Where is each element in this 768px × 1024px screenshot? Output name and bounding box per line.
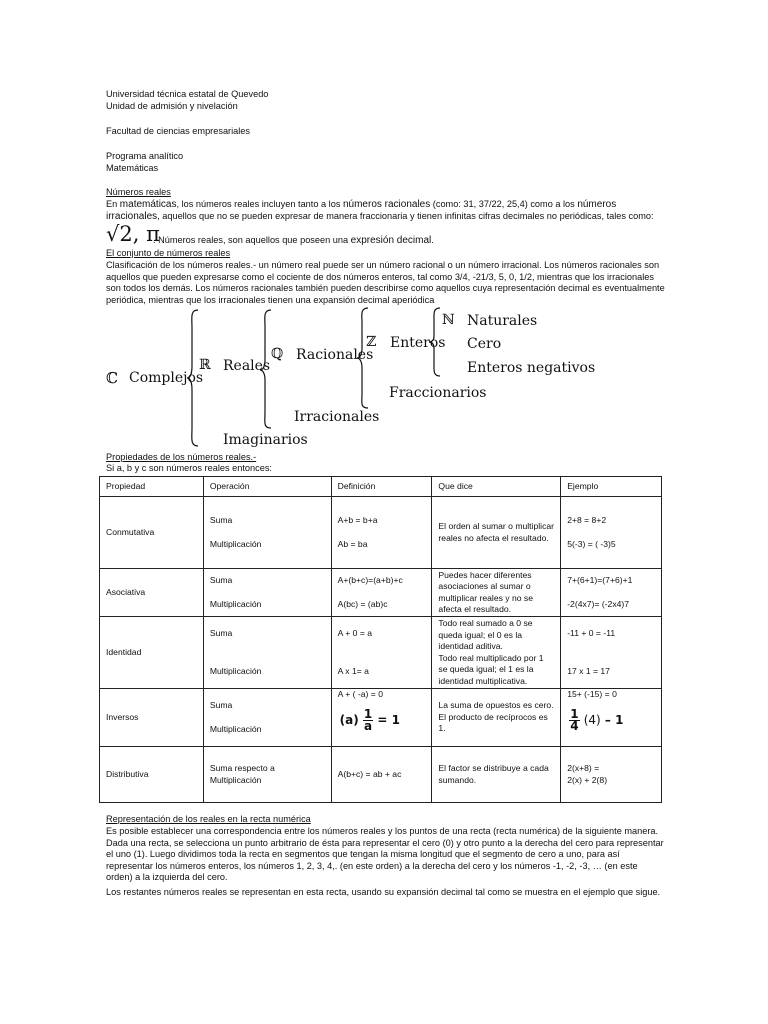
cell-definition: A + ( -a) = 0 (a) $\frac{1}{a}$ = 1	[331, 689, 432, 747]
cell-property: Conmutativa	[100, 497, 204, 569]
cell-example: 15+ (-15) = 0 $\frac{1}{4}$ (4) – 1	[561, 689, 662, 747]
label-irracionales: Irracionales	[294, 409, 380, 425]
cell-operation: Suma Multiplicación	[203, 689, 331, 747]
natural-symbol: ℕ	[442, 312, 455, 328]
header-que-dice: Que dice	[432, 477, 561, 497]
faculty-name: Facultad de ciencias empresariales	[106, 126, 251, 136]
link-irracionales[interactable]: irracionales	[106, 211, 158, 222]
label-enteros: Enteros	[390, 335, 446, 351]
cell-example: 7+(6+1)=(7+6)+1 -2(4x7)= (-2x4)7	[561, 569, 662, 617]
cell-says: Todo real sumado a 0 se queda igual; el 0 es la identidad aditiva. Todo real multiplicado por 1 se queda igual; el 1 es la identidad multiplicativa.	[432, 617, 561, 689]
university-name: Universidad técnica estatal de Quevedo	[106, 89, 269, 99]
cell-property: Identidad	[100, 617, 204, 689]
header-propiedad: Propiedad	[100, 477, 204, 497]
header-operacion: Operación	[203, 477, 331, 497]
link-numeros-racionales[interactable]: números racionales	[342, 199, 431, 210]
cell-says: Puedes hacer diferentes asociaciones al sumar o multiplicar reales y no se afecta el resultado.	[432, 569, 561, 617]
complex-symbol: ℂ	[106, 369, 118, 387]
cell-operation: Suma Multiplicación	[203, 569, 331, 617]
section-heading-number-line: Representación de los reales en la recta numérica	[106, 814, 311, 824]
table-row	[100, 689, 662, 747]
section-heading-properties: Propiedades de los números reales.-	[106, 452, 257, 462]
label-enteros-negativos: Enteros negativos	[467, 360, 596, 376]
link-expresion-decimal[interactable]: expresión decimal	[350, 235, 432, 246]
cell-definition: A + 0 = a A x 1= a	[331, 617, 432, 689]
label-reales: Reales	[223, 358, 271, 374]
admission-unit: Unidad de admisión y nivelación	[106, 101, 238, 111]
cell-definition: A+(b+c)=(a+b)+c A(bc) = (ab)c	[331, 569, 432, 617]
cell-says: El orden al sumar o multiplicar reales no afecta el resultado.	[432, 497, 561, 569]
integer-symbol: ℤ	[366, 334, 377, 350]
link-matematicas[interactable]: matemáticas	[119, 199, 177, 210]
number-line-text: Es posible establecer una correspondencia entre los números reales y los puntos de una recta (recta numérica) de la siguiente manera. Dada una recta, se selecciona un punto arbitrario de ésta para representar el cero (0) y otro punto a la derecha del cero para representar el uno (1). Luego dividimos toda la recta en segmentos que tengan la misma longitud que el segmento de cero a uno, para así representar los números enteros, los números 1, 2, 3, 4,. (en este orden) a la derecha del cero y los números -1, -2, -3, … (en este orden) a la izquierda del cero.	[106, 826, 664, 882]
cell-property: Asociativa	[100, 569, 204, 617]
label-fraccionarios: Fraccionarios	[389, 385, 487, 401]
set-classification-text: Clasificación de los números reales.- un número real puede ser un número racional o un número irracional. Los números racionales son aquellos que pueden expresarse como el cociente de dos números enteros, tal como 3/4, -21/3, 5, 0, 1/2, mientras que los irracionales son todos los demás. Los números racionales también pueden describirse como aquellos cuya representación decimal es eventualmente periódica, mientras que los irracionales tienen una expansión decimal aperiódica	[106, 260, 665, 305]
real-symbol: ℝ	[199, 357, 211, 373]
properties-subtitle: Si a, b y c son números reales entonces:	[106, 463, 272, 473]
intro-line-3: . Números reales, son aquellos que poseen una expresión decimal.	[153, 235, 434, 246]
brace-reales	[259, 308, 273, 430]
label-complejos: Complejos	[129, 370, 204, 386]
table-row	[100, 617, 662, 689]
link-numeros[interactable]: números	[577, 199, 617, 210]
header-definicion: Definición	[331, 477, 432, 497]
brace-enteros	[428, 306, 442, 378]
cell-says: La suma de opuestos es cero. El producto de recíprocos es 1.	[432, 689, 561, 747]
cell-property: Distributiva	[100, 747, 204, 803]
irrational-examples-math: √2, π	[106, 222, 160, 246]
header-ejemplo: Ejemplo	[561, 477, 662, 497]
number-line-text-2: Los restantes números reales se representan en esta recta, usando su expansión decimal tal como se muestra en el ejemplo que sigue.	[106, 887, 661, 897]
label-cero: Cero	[467, 336, 502, 352]
subject-label: Matemáticas	[106, 163, 159, 173]
label-racionales: Racionales	[296, 347, 374, 363]
cell-example: 2(x+8) = 2(x) + 2(8)	[561, 747, 662, 803]
cell-says: El factor se distribuye a cada sumando.	[432, 747, 561, 803]
cell-definition: A+b = b+a Ab = ba	[331, 497, 432, 569]
rational-symbol: ℚ	[271, 346, 284, 362]
reciprocal-definition: (a) $\frac{1}{a}$ = 1	[339, 706, 401, 733]
table-row	[100, 569, 662, 617]
label-naturales: Naturales	[467, 313, 538, 329]
cell-example: -11 + 0 = -11 17 x 1 = 17	[561, 617, 662, 689]
reciprocal-example: $\frac{1}{4}$ (4) – 1	[570, 706, 624, 733]
program-label: Programa analítico	[106, 151, 184, 161]
cell-example: 2+8 = 8+2 5(-3) = ( -3)5	[561, 497, 662, 569]
section-heading-real-numbers: Números reales	[106, 187, 171, 197]
table-row	[100, 747, 662, 803]
intro-line-2: irracionales, aquellos que no se pueden expresar de manera fraccionaria y tienen infinitas cifras decimales no periódicas, tales como:	[106, 211, 654, 222]
intro-line-1: En matemáticas, los números reales incluyen tanto a los números racionales (como: 31, 37/22, 25,4) como a los números	[106, 199, 617, 210]
brace-complejos	[186, 308, 200, 448]
table-header-row	[100, 477, 662, 497]
properties-table	[99, 476, 662, 803]
cell-property: Inversos	[100, 689, 204, 747]
cell-definition: A(b+c) = ab + ac	[331, 747, 432, 803]
label-imaginarios: Imaginarios	[223, 432, 308, 448]
table-row	[100, 497, 662, 569]
section-heading-set: El conjunto de números reales	[106, 248, 231, 258]
cell-operation: Suma Multiplicación	[203, 497, 331, 569]
brace-racionales	[356, 306, 370, 410]
cell-operation: Suma respecto a Multiplicación	[203, 747, 331, 803]
cell-operation: Suma Multiplicación	[203, 617, 331, 689]
